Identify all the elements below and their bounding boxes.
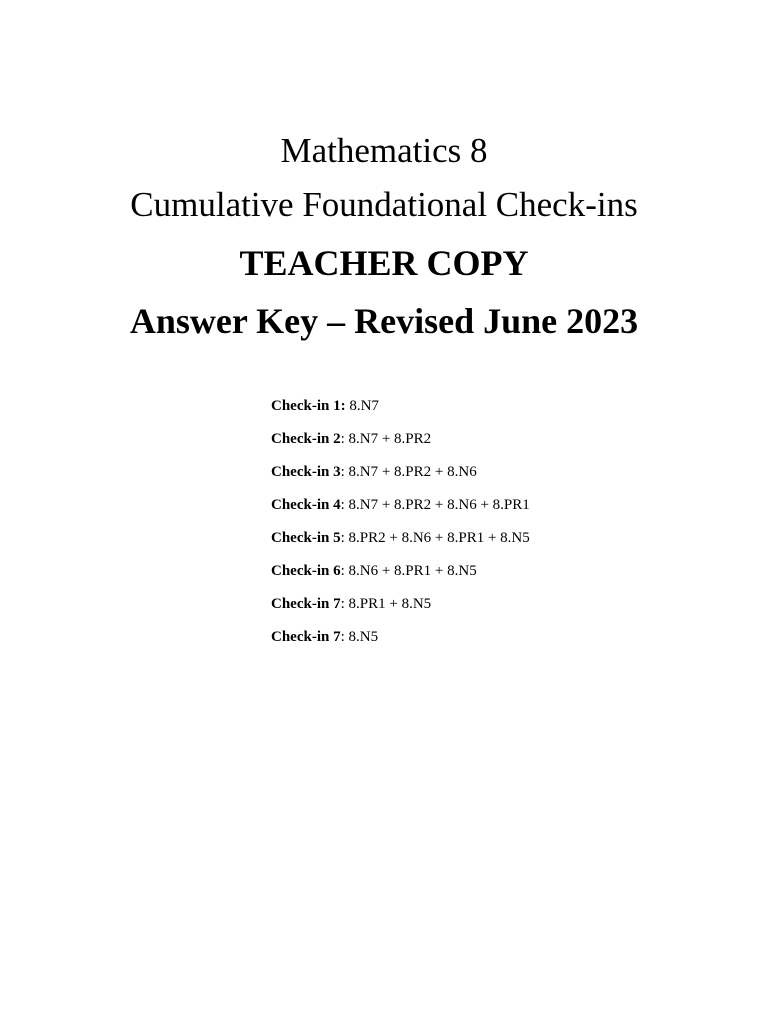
checkin-label: Check-in 7 (271, 629, 341, 645)
checkin-separator: : (340, 629, 345, 645)
checkin-outcomes: 8.PR2 + 8.N6 + 8.PR1 + 8.N5 (344, 530, 530, 546)
checkin-item (271, 621, 530, 654)
checkin-separator: : (340, 596, 345, 612)
checkin-label: Check-in 4 (271, 497, 341, 513)
checkin-item (271, 390, 530, 423)
checkin-item (271, 423, 530, 456)
subject-title: Mathematics 8 (280, 131, 488, 170)
copy-type-heading: TEACHER COPY (239, 243, 529, 283)
checkin-item (271, 489, 530, 522)
checkin-label: Check-in 7 (271, 596, 341, 612)
checkin-outcomes: 8.N7 + 8.PR2 + 8.N6 (344, 464, 477, 480)
title-block (0, 126, 768, 350)
checkin-label: Check-in 2 (271, 431, 341, 447)
checkin-label: Check-in 3 (271, 464, 341, 480)
checkin-label: Check-in 5 (271, 530, 341, 546)
answer-key-heading: Answer Key – Revised June 2023 (129, 301, 639, 341)
checkin-separator: : (340, 464, 345, 480)
checkin-outcomes: 8.N7 + 8.PR2 (344, 431, 432, 447)
checkin-label: Check-in 1: (271, 398, 346, 414)
checkin-item (271, 588, 530, 621)
checkin-outcomes: 8.PR1 + 8.N5 (344, 596, 432, 612)
checkin-label: Check-in 6 (271, 563, 341, 579)
checkin-separator: : (340, 563, 345, 579)
checkin-item (271, 522, 530, 555)
checkin-separator: : (340, 530, 345, 546)
checkin-outcomes: 8.N6 + 8.PR1 + 8.N5 (344, 563, 477, 579)
checkin-item (271, 555, 530, 588)
checkin-outcomes: 8.N5 (344, 629, 379, 645)
checkin-separator: : (340, 497, 345, 513)
checkin-outcomes: 8.N7 (345, 398, 379, 414)
checkin-separator: : (340, 431, 345, 447)
checkin-list (271, 390, 530, 654)
checkin-item (271, 456, 530, 489)
series-title: Cumulative Foundational Check-ins (130, 185, 638, 224)
checkin-outcomes: 8.N7 + 8.PR2 + 8.N6 + 8.PR1 (344, 497, 530, 513)
